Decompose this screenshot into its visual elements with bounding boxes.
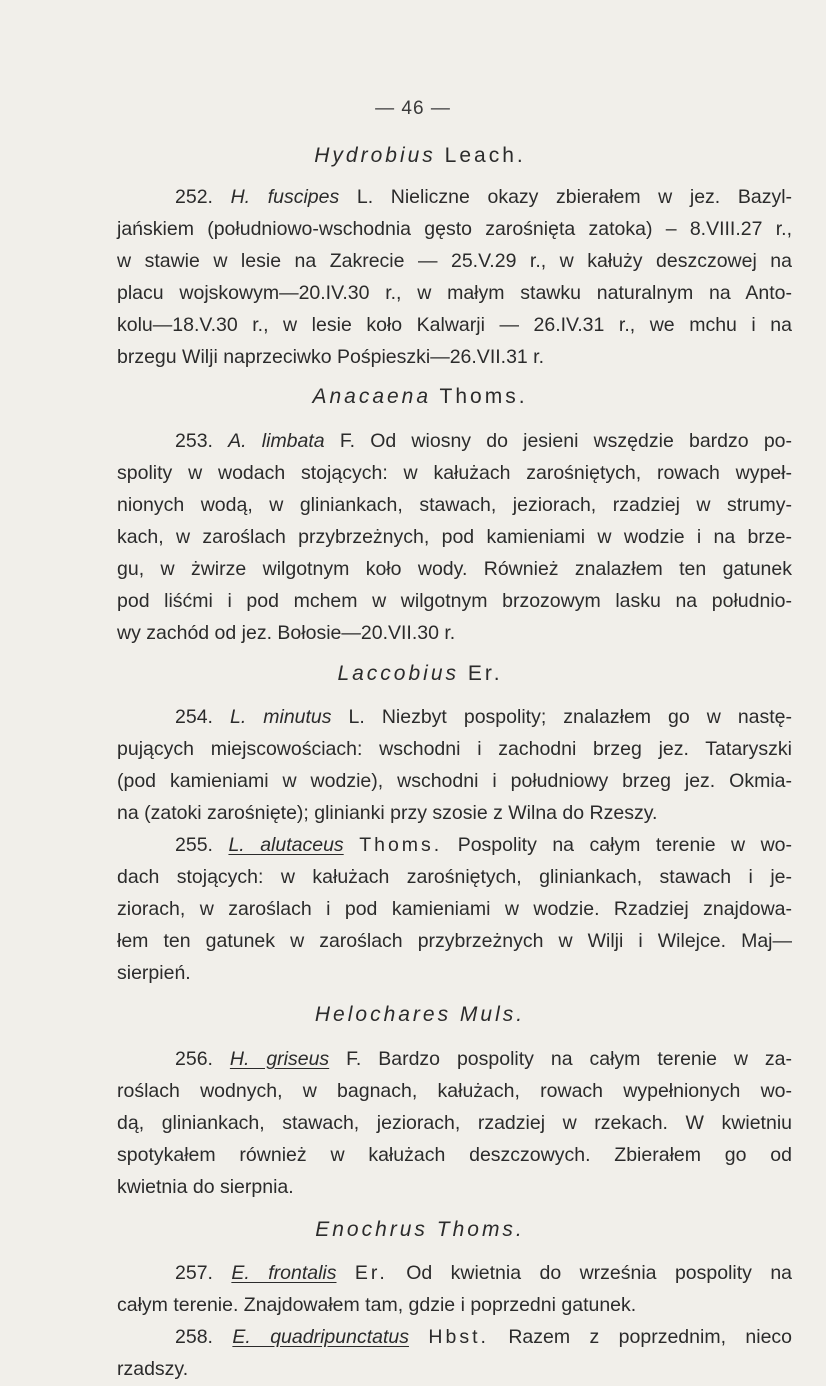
entry-252-line-2: jańskiem (południowo-wschodnia gęsto zarośnięta zatoka) – 8.VIII.27 r.,	[117, 218, 792, 240]
entry-253-line-1	[175, 424, 792, 458]
entry-text: Od kwietnia do września pospolity na	[406, 1262, 793, 1284]
species-name: L. minutus	[229, 706, 332, 728]
entry-257-line-1	[175, 1256, 792, 1290]
entry-number: 253.	[175, 430, 213, 452]
species-author: Hbst.	[428, 1326, 489, 1348]
species-author: F.	[339, 430, 356, 452]
genus-name: Hydrobius	[314, 144, 436, 167]
entry-258-line-1	[175, 1320, 792, 1354]
species-author: Er.	[354, 1262, 388, 1284]
entry-252-line-1	[175, 180, 792, 214]
entry-256-line-2: roślach wodnych, w bagnach, kałużach, rowach wypełnionych wo-	[117, 1080, 792, 1102]
genus-author: Leach.	[444, 144, 526, 167]
entry-text: Nieliczne okazy zbierałem w jez. Bazyl-	[390, 186, 793, 208]
entry-number: 256.	[175, 1048, 213, 1070]
entry-254-line-2: pujących miejscowościach: wschodni i zachodni brzeg jez. Tataryszki	[117, 738, 792, 760]
entry-253-line-2: spolity w wodach stojących: w kałużach zarośniętych, rowach wypeł-	[117, 462, 792, 484]
entry-255-line-4: łem ten gatunek w zaroślach przybrzeżnych w Wilji i Wilejce. Maj—	[117, 930, 792, 952]
entry-253-line-7: wy zachód od jez. Bołosie—20.VII.30 r.	[117, 622, 456, 644]
section-heading-helochares	[110, 1003, 730, 1027]
entry-253-line-5: gu, w żwirze wilgotnym koło wody. Również znalazłem ten gatunek	[117, 558, 792, 580]
entry-256-line-5: kwietnia do sierpnia.	[117, 1176, 294, 1198]
species-author: Thoms.	[359, 834, 443, 856]
species-name: A. limbata	[228, 430, 325, 452]
entry-252-line-4: placu wojskowym—20.IV.30 r., w małym stawku naturalnym na Anto-	[117, 282, 792, 304]
species-name: H. fuscipes	[230, 186, 340, 208]
entry-255-line-3: ziorach, w zaroślach i pod kamieniami w wodzie. Rzadziej znajdowa-	[117, 898, 792, 920]
entry-text: Niezbyt pospolity; znalazłem go w nastę-	[381, 706, 793, 728]
species-author: F.	[346, 1048, 362, 1070]
genus-name: Anacaena	[312, 385, 432, 408]
entry-252-line-3: w stawie w lesie na Zakrecie — 25.V.29 r., w kałuży deszczowej na	[117, 250, 792, 272]
entry-253-line-4: kach, w zaroślach przybrzeżnych, pod kamieniami w wodzie i na brze-	[117, 526, 792, 548]
entry-255-line-1	[175, 828, 792, 862]
entry-text: Razem z poprzednim, nieco	[508, 1326, 793, 1348]
entry-252-line-5: kolu—18.V.30 r., w lesie koło Kalwarji — 26.IV.31 r., we mchu i na	[117, 314, 792, 336]
species-name: L. alutaceus	[228, 834, 344, 856]
entry-254-line-1	[175, 700, 792, 734]
entry-253-line-3: nionych wodą, w gliniankach, stawach, jeziorach, rzadziej w strumy-	[117, 494, 792, 516]
genus-author: Thoms.	[439, 385, 528, 408]
entry-number: 252.	[175, 186, 213, 208]
entry-number: 255.	[175, 834, 213, 856]
entry-number: 258.	[175, 1326, 213, 1348]
section-heading-anacaena	[110, 385, 730, 409]
entry-254-line-4: na (zatoki zarośnięte); glinianki przy szosie z Wilna do Rzeszy.	[117, 802, 658, 824]
entry-255-line-2: dach stojących: w kałużach zarośniętych, gliniankach, stawach i je-	[117, 866, 792, 888]
entry-256-line-4: spotykałem również w kałużach deszczowych. Zbierałem go od	[117, 1144, 792, 1166]
species-name: E. frontalis	[231, 1262, 337, 1284]
entry-254-line-3: (pod kamieniami w wodzie), wschodni i południowy brzeg jez. Okmia-	[117, 770, 792, 792]
species-name: E. quadripunctatus	[232, 1326, 409, 1348]
entry-255-line-5: sierpień.	[117, 962, 191, 984]
entry-256-line-1	[175, 1042, 792, 1076]
entry-256-line-3: dą, gliniankach, stawach, jeziorach, rzadziej w rzekach. W kwietniu	[117, 1112, 792, 1134]
entry-257-line-2: całym terenie. Znajdowałem tam, gdzie i poprzedni gatunek.	[117, 1294, 637, 1316]
genus-name: Laccobius	[337, 662, 460, 685]
section-heading-enochrus	[110, 1218, 730, 1242]
entry-number: 257.	[175, 1262, 213, 1284]
page-number: — 46 —	[375, 98, 451, 119]
species-name: H. griseus	[229, 1048, 330, 1070]
species-author: L.	[356, 186, 374, 208]
entry-253-line-6: pod liśćmi i pod mchem w wilgotnym brzozowym lasku na południo-	[117, 590, 792, 612]
entry-text: Pospolity na całym terenie w wo-	[457, 834, 793, 856]
section-heading-laccobius	[110, 662, 730, 686]
genus-name: Helochares Muls.	[314, 1003, 526, 1026]
genus-name: Enochrus Thoms.	[315, 1218, 525, 1241]
genus-author: Er.	[467, 662, 503, 685]
section-heading-hydrobius	[110, 144, 730, 168]
entry-258-line-2: rzadszy.	[117, 1358, 189, 1380]
entry-text: Bardzo pospolity na całym terenie w za-	[378, 1048, 792, 1070]
entry-number: 254.	[175, 706, 213, 728]
entry-text: Od wiosny do jesieni wszędzie bardzo po-	[370, 430, 792, 452]
entry-252-line-6: brzegu Wilji naprzeciwko Pośpieszki—26.VII.31 r.	[117, 346, 545, 368]
species-author: L.	[348, 706, 365, 728]
